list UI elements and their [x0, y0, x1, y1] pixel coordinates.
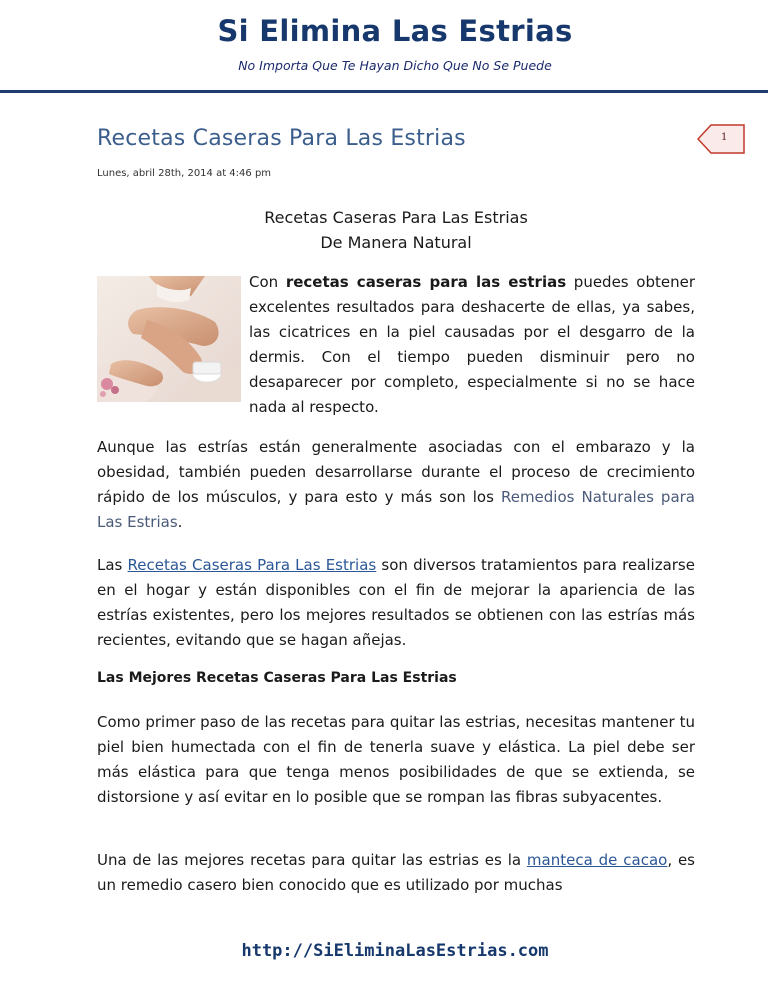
- section-heading: Las Mejores Recetas Caseras Para Las Estrias: [97, 670, 457, 686]
- post-date: Lunes, abril 28th, 2014 at 4:46 pm: [97, 168, 272, 179]
- paragraph-1: [97, 435, 695, 535]
- subtitle-line-2: De Manera Natural: [320, 233, 472, 252]
- manteca-de-cacao-link[interactable]: manteca de cacao: [526, 851, 668, 869]
- paragraph-3: Como primer paso de las recetas para quitar las estrias, necesitas mantener tu piel bien humectada con el fin de tenerla suave y elástica. La piel debe ser más elástica para que tenga menos posibilidades de que se extienda, se distorsione y así evitar en lo posible que se rompan las fibras subyacentes.: [97, 713, 695, 806]
- intro-text-rest: puedes obtener excelentes resultados para deshacerte de ellas, ya sabes, las cicatrices en la piel causadas por el desgarro de la dermis. Con el tiempo pueden disminuir pero no desaparecer por completo, especialmente si no se hace nada al respecto.: [249, 273, 695, 416]
- article-subtitle: [97, 205, 695, 255]
- site-header: [0, 0, 768, 96]
- paragraph-4-text: Una de las mejores recetas para quitar las estrias es la: [97, 851, 527, 869]
- intro-keyword: recetas caseras para las estrias: [285, 273, 567, 291]
- paragraph-4: [97, 848, 695, 898]
- photo-woman-legs: [97, 276, 241, 402]
- paragraph-1-end: .: [177, 513, 183, 531]
- subtitle-line-1: Recetas Caseras Para Las Estrias: [264, 208, 528, 227]
- footer-url-link[interactable]: http://SiEliminaLasEstrias.com: [241, 941, 549, 961]
- article-photo: [97, 276, 241, 402]
- paragraph-2-text: son diversos tratamientos para realizarse en el hogar y están disponibles con el fin de mejorar la apariencia de las estrías existentes, pero los mejores resultados se obtienen con las estrías más recientes, evitando que se hagan añejas.: [97, 556, 695, 649]
- recetas-caseras-link[interactable]: Recetas Caseras Para Las Estrias: [127, 556, 377, 574]
- site-title[interactable]: Si Elimina Las Estrias: [217, 14, 573, 48]
- paragraph-4-end: , es un remedio casero bien conocido que es utilizado por muchas: [97, 851, 695, 894]
- page-number: 1: [721, 132, 728, 143]
- site-tagline: No Importa Que Te Hayan Dicho Que No Se Puede: [238, 58, 552, 73]
- header-divider: [0, 90, 768, 93]
- article-title[interactable]: Recetas Caseras Para Las Estrias: [97, 126, 466, 151]
- paragraph-1-text: Aunque las estrías están generalmente asociadas con el embarazo y la obesidad, también pueden desarrollarse durante el proceso de crecimiento rápido de los músculos, y para esto y más son los: [97, 438, 695, 506]
- intro-text-start: Con: [249, 273, 286, 291]
- remedios-naturales-link[interactable]: Remedios Naturales para Las Estrias: [97, 488, 695, 531]
- page-number-badge: [697, 124, 745, 154]
- paragraph-2: [97, 553, 695, 653]
- intro-paragraph: [249, 270, 695, 420]
- paragraph-2-start: Las: [97, 556, 128, 574]
